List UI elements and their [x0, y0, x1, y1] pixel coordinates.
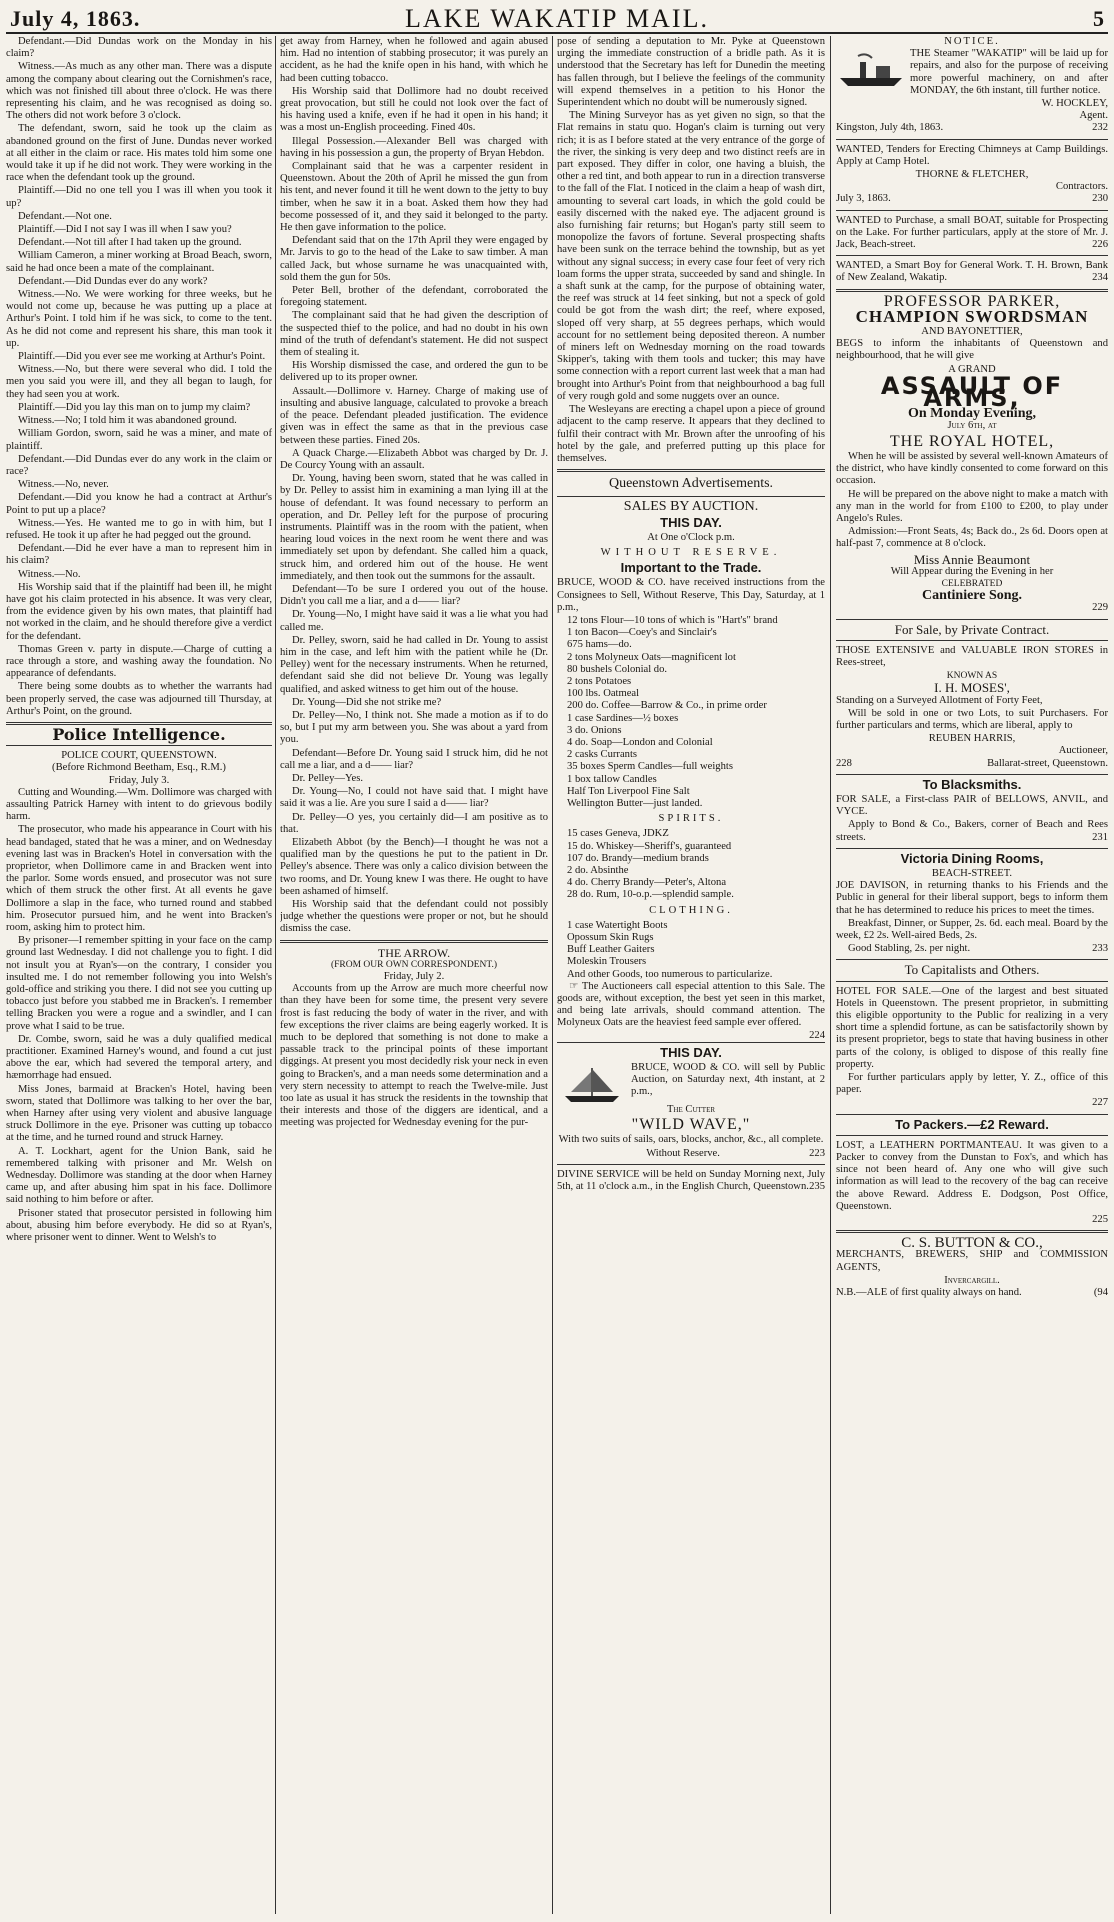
court-heading: POLICE COURT, QUEENSTOWN. [61, 750, 217, 762]
court-date: Friday, July 3. [108, 774, 170, 786]
paragraph: The Wesleyans are erecting a chapel upon a piece of ground adjacent to the camp reserve. It appears that they declined to fulfil their contract with Mr. Brown after the unroofing of his hotel by the gale, and preferred putting up this place for themselves. [557, 404, 825, 464]
wanted-chimneys-footer [836, 193, 1108, 205]
wild-wave-description: With two suits of sails, oars, blocks, anchor, &c., all complete. [558, 1134, 824, 1146]
list-item: Wellington Butter—just landed. [567, 797, 703, 809]
victoria-text: JOE DAVISON, in returning thanks to his Friends and the Public in general for their liberal support, begs to inform them that he has determined to reduce his prices to meet the times. [836, 880, 1108, 916]
capitalists-apply: For further particulars apply by letter, Y. Z., office of this paper. [836, 1072, 1108, 1096]
wanted-boat-text: WANTED to Purchase, a small BOAT, suitable for Prospecting on the Lake. For further particulars, apply at the store of Mr. J. Jack, Beach-street. [836, 214, 1108, 251]
auctioneer-name: REUBEN HARRIS, [928, 733, 1016, 745]
ad-number: 232 [1092, 122, 1108, 134]
iron-stores: THOSE EXTENSIVE and VALUABLE IRON STORES in Rees-street, [836, 644, 1108, 668]
paragraph: Dr. Young, having been sworn, stated that he was called in by Dr. Pelley to assist him in examining a man lying ill at the house of defendant. It was found necessary to perform an operation, and Dr. Pelley left for the purpose of procuring instruments. Plaintiff was in the room with the patient, when hearing loud voices in the next room he went there and was immediately set upon by defendant. She called him a quack, struck him, and ordered him out of the house. He went immediately, and then took out the summons for the assault. [280, 473, 548, 582]
divider [836, 959, 1108, 960]
wanted-boy [836, 260, 1108, 284]
paragraph: Cutting and Wounding.—Wm. Dollimore was charged with assaulting Patrick Harney with intent to do grievous bodily harm. [6, 786, 272, 823]
divider [836, 1135, 1108, 1136]
paragraph: Witness.—As much as any other man. There was a dispute among the company about clearing out the Cornishmen's race, which was not finished till about three o'clock. He was there representing his claim, and he was recognised as doing so. The others did not work before 3 o'clock. [6, 61, 272, 122]
court-report-continued [6, 36, 272, 718]
list-item: 107 do. Brandy—medium brands [567, 852, 709, 864]
court-subheading: (Before Richmond Beetham, Esq., R.M.) [52, 762, 226, 774]
paragraph: Defendant—To be sure I ordered you out of the house. Didn't you call me a liar, and a d—— liar? [280, 583, 548, 608]
without-reserve-text: Without Reserve. [646, 1147, 720, 1159]
moses-name: I. H. MOSES', [934, 680, 1010, 696]
paragraph: Peter Bell, brother of the defendant, corroborated the foregoing statement. [280, 285, 548, 309]
performer-name: Miss Annie Beaumont [913, 551, 1031, 567]
celebrated-label: CELEBRATED [941, 578, 1003, 589]
list-item: 15 do. Whiskey—Sheriff's, guaranteed [567, 840, 732, 852]
paragraph: Plaintiff.—Did you ever see me working at Arthur's Point. [18, 351, 266, 363]
divider [836, 255, 1108, 256]
cantiniere-song: Cantiniere Song. [921, 588, 1023, 604]
auctioneer-address: Ballarat-street, Queenstown. [987, 757, 1108, 769]
spirits-heading: SPIRITS. [658, 813, 724, 825]
paragraph: Witness.—No. We were working for three weeks, but he would not come up, because he was putting up a place at Arthur's Point. I told him if he was sick, to come to the tent. As he did not come and represent his share, this man took it up. [6, 289, 272, 349]
list-item: 200 do. Coffee—Barrow & Co., in prime order [567, 700, 767, 712]
list-item: 2 tons Molyneux Oats—magnificent lot [567, 651, 736, 663]
allotment-text: Standing on a Surveyed Allotment of Forty Feet, [836, 694, 1043, 706]
packers-heading: To Packers.—£2 Reward. [895, 1116, 1049, 1132]
wild-wave-name: "WILD WAVE," [631, 1116, 751, 1134]
paragraph: William Gordon, sworn, said he was a miner, and mate of plaintiff. [6, 428, 272, 452]
ad-number: 231 [1092, 831, 1108, 843]
column-2 [280, 36, 548, 1914]
wanted-date: July 3, 1863. [836, 193, 891, 205]
paragraph: Plaintiff.—Did I not say I was ill when I saw you? [18, 224, 232, 236]
paragraph: A. T. Lockhart, agent for the Union Bank, said he remembered talking with prisoner and Mr. Welsh on Wednesday. Dollimore was standing at the door when Harney came up, and after abusing him spat in his face. Dollimore said nothing to him before or after. [6, 1145, 272, 1206]
blacksmiths-heading: To Blacksmiths. [922, 776, 1022, 792]
capitalists-heading: To Capitalists and Others. [904, 962, 1040, 978]
sales-heading: SALES BY AUCTION. [623, 499, 759, 515]
for-sale-footer [836, 758, 1108, 770]
known-as: KNOWN AS [946, 671, 998, 682]
list-item: 2 do. Absinthe [567, 865, 629, 876]
paragraph: A Quack Charge.—Elizabeth Abbot was charged by Dr. J. De Courcy Young with an assault. [280, 447, 548, 471]
auctioneer-role: Auctioneer, [1058, 745, 1108, 757]
page-number: 5 [1093, 6, 1104, 31]
list-item: 15 cases Geneva, JDKZ [567, 828, 669, 840]
wanted-chimneys: WANTED, Tenders for Erecting Chimneys at Camp Buildings. Apply at Camp Hotel. [836, 143, 1108, 167]
paragraph: Accounts from up the Arrow are much more cheerful now than they have been for some time, the present very severe frost is fast reducing the body of water in the river, and with few exceptions the river claims are being eagerly worked. It is much to be deplored that something is not done to make a passable track to the principal points of these important diggings. At present you most decidedly risk your neck in even going to Bracken's, and a man needs some determination and a very stern necessity to attempt to reach the Twelve-mile. Just too late as usual it has struck the residents in the township that their interests and those of the diggers are identical, and a meeting was projected for Wednesday evening for the pur- [280, 983, 548, 1129]
clothing-list [557, 920, 825, 981]
steamer-icon [836, 50, 906, 90]
ad-number: 230 [1092, 193, 1108, 205]
paragraph: His Worship dismissed the case, and ordered the gun to be delivered up to its proper owner. [280, 360, 548, 384]
ad-number: 235 [809, 1181, 825, 1193]
list-item: 4 do. Cherry Brandy—Peter's, Altona [567, 877, 727, 889]
divine-service [557, 1169, 825, 1193]
auction-intro: BRUCE, WOOD & CO. have received instructions from the Consignees to Sell, Without Reserve, This Day, Saturday, at 1 p.m., [557, 577, 825, 613]
divider [836, 139, 1108, 140]
victoria-heading: Victoria Dining Rooms, [900, 850, 1044, 866]
column-rule [275, 36, 276, 1914]
divider [836, 1230, 1108, 1233]
paragraph: His Worship said that the defendant could not possibly judge whether the questions were proper or not, but he should dismiss the case. [280, 899, 548, 935]
column-rule [830, 36, 831, 1914]
professor-intro: BEGS to inform the inhabitants of Queenstown and neighbourhood, that he will give [836, 338, 1108, 362]
paragraph: Defendant said that on the 17th April they were engaged by Mr. Jarvis to go to the head of the Lake to saw timber. A man called Jack, but whose surname he was unacquainted with, sold them the gun for 50s. [280, 235, 548, 283]
wanted-boy-text: WANTED, a Smart Boy for General Work. T. H. Brown, Bank of New Zealand, Wakatip. [836, 260, 1108, 284]
police-intelligence-heading: Police Intelligence. [52, 724, 226, 744]
steamer-notice: THE Steamer "WAKATIP" will be laid up for repairs, and also for the purpose of receiving more powerful machinery, on and after MONDAY, the 6th instant, till further notice. [910, 48, 1108, 96]
packers-text: LOST, a LEATHERN PORTMANTEAU. It was given to a Packer to convey from the Dunstan to Fox's, and which has since not been heard of. Any one who will give such information as will lead to the recovery of the bag can receive the above Reward. Address E. Dodgson, Post Office, Queenstown. [836, 1139, 1108, 1212]
list-item: 35 boxes Sperm Candles—full weights [567, 761, 733, 773]
paragraph: Defendant—Before Dr. Young said I struck him, did he not call me a liar, and a d—— liar? [280, 747, 548, 771]
paragraph: His Worship said that Dollimore had no doubt received great provocation, but still he could not look over the fact of his having used a knife, even if he had it open in his hand; it was a most un-English proceeding. Fined 40s. [280, 85, 548, 134]
queenstown-ads-heading: Queenstown Advertisements. [608, 476, 774, 492]
paragraph: The complainant said that he had given the description of the suspected thief to the police, and had no doubt in his own mind of the truth of defendant's statement. He did not suspect them of stealing it. [280, 310, 548, 359]
divine-service-text: DIVINE SERVICE will be held on Sunday Morning next, July 5th, at 11 o'clock a.m., in the English Church, Queenstown. [557, 1168, 825, 1193]
paragraph: Dr. Combe, sworn, said he was a duly qualified medical practitioner. Examined Harney's wound, and found a cut just above the ear, which had severed the temporal artery, and hæmorrhage had ensued. [6, 1033, 272, 1082]
divider [836, 981, 1108, 982]
list-item: 2 tons Potatoes [567, 675, 632, 687]
ad-number: 229 [1092, 602, 1108, 614]
a-grand: A GRAND [948, 363, 996, 375]
list-item: Moleskin Trousers [567, 956, 647, 968]
paragraph: The prosecutor, who made his appearance in Court with his head bandaged, stated that he was a miner, and on Wednesday evening last was in Bracken's Hotel in conversation with the proprietor, when Dollimore came in and Bracken went into the parlor. Some words ensued, and prosecutor was not sure which of them struck the other first. At all events he gave Dollimore a slap in the face, who turned round and stabbed him. Prosecutor pursued him, and he went into Bracken's room, asking him to protect him. [6, 824, 272, 934]
button-nb-text: N.B.—ALE of first quality always on hand. [836, 1287, 1022, 1299]
paragraph: Defendant.—Did Dundas ever do any work? [18, 275, 208, 287]
paragraph: Witness.—No, never. [18, 479, 109, 491]
list-item: Buff Leather Gaiters [567, 944, 655, 956]
masthead [6, 4, 1108, 34]
contractor-role: Contractors. [1055, 181, 1108, 193]
paragraph: The defendant, sworn, said he took up the claim as abandoned ground on the first of June. Dundas never worked at all either in the claim or race. His mates told him some one would take it up if he did not work. They were working in the race when the defendant took up the ground. [6, 123, 272, 184]
ad-number: (94 [1093, 1287, 1108, 1299]
sale-time: At One o'Clock p.m. [647, 531, 735, 543]
list-item: 12 tons Flour—10 tons of which is "Hart's" brand [567, 614, 778, 626]
paragraph: Dr. Young—No, I could not have said that. I might have said it was a lie. Are you sure I said a d—— liar? [280, 786, 548, 810]
list-item: 1 case Sardines—½ boxes [567, 712, 679, 724]
victoria-prices: Breakfast, Dinner, or Supper, 2s. 6d. each meal. Board by the week, £2 2s. Well-aired Beds, 2s. [836, 917, 1108, 941]
blacksmiths-apply-text: Apply to Bond & Co., Bakers, corner of Beach and Rees streets. [836, 819, 1108, 843]
masthead-date: July 4, 1863. [10, 6, 141, 31]
list-item: And other Goods, too numerous to particularize. [567, 968, 773, 980]
arrow-subheading: (FROM OUR OWN CORRESPONDENT.) [330, 959, 498, 970]
divider [836, 848, 1108, 849]
paragraph: William Cameron, a miner working at Broad Beach, sworn, said he had once been a mate of the complainant. [6, 250, 272, 274]
prepared-text: He will be prepared on the above night to make a match with any man in the world for from £100 to £200, to play under Angelo's Rules. [836, 488, 1108, 524]
divider [836, 289, 1108, 292]
assisted-text: When he will be assisted by several well-known Amateurs of the district, who have kindly consented to come forward on this occasion. [836, 450, 1108, 487]
button-place: Invercargill. [944, 1274, 1000, 1286]
divider [280, 940, 548, 943]
divider [836, 1114, 1108, 1115]
steamer-agent: Agent. [1079, 110, 1108, 122]
paragraph: There being some doubts as to whether the warrants had been properly served, the case was adjourned till Thursday, at Arthur's Point, on the ground. [6, 681, 272, 717]
divider [557, 496, 825, 497]
list-item: 100 lbs. Oatmeal [567, 688, 640, 700]
list-item: 2 casks Currants [567, 749, 638, 761]
list-item: 80 bushels Colonial do. [567, 663, 668, 675]
contractor-name: THORNE & FLETCHER, [915, 169, 1029, 181]
ad-number: 233 [1092, 943, 1108, 955]
auctioneers-note-text: The Auctioneers call especial attention to this Sale. The goods are, without exception, the best yet seen in this market, and being late arrivals, should command attention. The Molyneux Oats are the heaviest feed sample ever offered. [557, 980, 825, 1029]
paragraph: Prisoner stated that prosecutor persisted in following him about, abusing him before everybody. He did so at Ryan's, where prisoner went to dinner. Went to Welsh's to [6, 1207, 272, 1244]
without-reserve-2 [557, 1148, 825, 1160]
victoria-stabling-text: Good Stabling, 2s. per night. [848, 943, 971, 955]
paragraph: Dr. Pelley—O yes, you certainly did—I am positive as to that. [280, 811, 548, 835]
champion-swordsman: CHAMPION SWORDSMAN [855, 306, 1089, 326]
event-date: July 6th, at [947, 420, 997, 432]
button-text: MERCHANTS, BREWERS, SHIP and COMMISSION AGENTS, [836, 1249, 1108, 1273]
list-item: 1 box tallow Candles [567, 773, 657, 785]
paragraph: Miss Jones, barmaid at Bracken's Hotel, having been sworn, stated that Dollimore was talking to her over the bar, when Harney after using very violent and abusive language struck Dollimore in the eye. Prisoner was cutting up tobacco at the time, and he turned round and struck Harney. [6, 1083, 272, 1144]
notice-heading: NOTICE. [944, 36, 1000, 47]
column-4 [836, 36, 1108, 1914]
list-item: 28 do. Rum, 10-o.p.—splendid sample. [567, 889, 734, 901]
blacksmiths-apply [836, 819, 1108, 843]
paragraph: Defendant.—Not one. [18, 210, 112, 222]
paragraph: Thomas Green v. party in dispute.—Charge of cutting a race through a store, and washing away the foundation. No appearance of defendants. [6, 643, 272, 680]
assault-of-arms: ASSAULT OF ARMS, [880, 371, 1064, 413]
sale-terms: Will be sold in one or two Lots, to suit Purchasers. For further particulars and terms, which are liberal, apply to [836, 707, 1108, 731]
sailing-ship-icon [557, 1064, 627, 1104]
paragraph: Dr. Pelley—No, I think not. She made a motion as if to do so, but I put my arm between you. She was about a yard from you. [280, 709, 548, 746]
paragraph: Dr. Young—No, I might have said it was a lie what you had called me. [280, 609, 548, 633]
ad-number: 225 [1092, 1214, 1108, 1226]
arrow-heading: THE ARROW. [377, 945, 451, 960]
paragraph: The Mining Surveyor has as yet given no sign, so that the Flat remains in statu quo. Hogan's claim is turning out very rich; it is as I before stated at the very entrance of the gorge of the river, the sinking is very deep and two distinct reefs are in part exposed. They differ in color, one having a bluish, the other a red tint, and both appear to run in a direction transverse to the fall of the Flat. I noticed in the claim a heap of wash dirt, amounting to several cart loads, in which the gold could be easily discerned with the naked eye. The adjacent ground is also furnishing fair returns; but Hogan's party still seem to monopolize the favors of fortune. Several prospecting shafts have been sunk on the terrace behind the township, but as yet without any signal success; in every case four feet of very rich loam forms the upper strata, succeeded by sand and shingle. In a shaft sunk at the camp, for the purpose of obtaining water, the reef was struck at 14 feet sinking, but not a speck of gold could be got from the wash dirt; the reef, where exposed, sloped off very sharp, at 55 degrees perhaps, which would account for no settlement being deposited thereon. A number of miners left on Wednesday morning on the road towards Skipper's, taking with them tools and tucker; this may have some connection with a report current last week that a man had brought into Arthur's Point from that neighbourhood a bag full of very rough gold and some nuggets over an ounce. [557, 110, 825, 402]
divider [836, 640, 1108, 641]
divider [557, 1042, 825, 1043]
steamer-footer [836, 122, 1108, 134]
paragraph: Dr. Young—Did she not strike me? [292, 696, 442, 708]
button-nb [836, 1287, 1108, 1299]
bayonettier: AND BAYONETTIER, [921, 326, 1023, 338]
divider [836, 210, 1108, 211]
ad-number: 224 [809, 1029, 825, 1041]
steamer-date: Kingston, July 4th, 1863. [836, 122, 944, 134]
paragraph: His Worship said that if the plaintiff had been ill, he might have got his claim protected in his absence. It was very clear, from the evidence given by his own mates, that plaintiff had not worked in the claim, and he should therefore give a verdict for the defendant. [6, 581, 272, 642]
paragraph: Assault.—Dollimore v. Harney. Charge of making use of insulting and abusive language, calculated to provoke a breach of the peace. Defendant pleaded justification. The evidence given was in effect the same as that in the previous case between these parties. Fined 20s. [280, 385, 548, 446]
paragraph: By prisoner—I remember spitting in your face on the camp ground last Wednesday. I did not challenge you to fight. I did not insult you at Ryan's—on the contrary, I consider you insulted me. I do not remember following you into Welsh's gold-office and striking you there. I did not see you cutting up tobacco just before you stabbed me in Bracken's. I remember telling Bracken you were a rogue and a swindler, and I can prove what I said to be true. [6, 935, 272, 1032]
paragraph: get away from Harney, when he followed and again abused him. Had no intention of stabbing prosecutor; it was purely an accident, as he had the knife open in his hand, with which he had been cutting tobacco. [280, 36, 548, 84]
this-day-heading: THIS DAY. [660, 514, 722, 530]
paragraph: Illegal Possession.—Alexander Bell was charged with having in his possession a gun, the property of Bryan Hebdon. [280, 135, 548, 159]
list-item: 675 hams—do. [567, 639, 632, 651]
masthead-title: LAKE WAKATIP MAIL. [405, 4, 709, 33]
paragraph: Defendant.—Not till after I had taken up the ground. [18, 237, 242, 249]
wanted-boat [836, 215, 1108, 252]
victoria-stabling [836, 943, 1108, 955]
list-item: 3 do. Onions [567, 724, 622, 736]
column-1 [6, 36, 272, 1914]
list-item: 1 ton Bacon—Coey's and Sinclair's [567, 627, 717, 639]
steamer-signature: W. HOCKLEY, [1041, 98, 1108, 110]
paragraph: Dr. Pelley, sworn, said he had called in Dr. Young to assist him in the case, and left him with the patient while he (Dr. Pelley) went for the necessary instruments. When he returned, defendant said she did not believe Dr. Young was legally qualified, and asked witness to get him out of the house. [280, 634, 548, 695]
clothing-heading: CLOTHING. [649, 904, 733, 916]
admission-text: Admission:—Front Seats, 4s; Back do., 2s 6d. Doors open at half-past 7, commence at 8 o'clock. [836, 526, 1108, 550]
paragraph: pose of sending a deputation to Mr. Pyke at Queenstown urging the immediate construction of a bridle path. As it is understood that the Secretary has left for Dunedin the meeting has fallen through, but I believe the feelings of the community will expend themselves in a petition to his Honor the Superintendent which no doubt will be numerously signed. [557, 36, 825, 109]
professor-name: PROFESSOR PARKER, [883, 292, 1061, 310]
cutter-label: The Cutter [666, 1104, 716, 1116]
list-item: 1 case Watertight Boots [567, 919, 668, 931]
monday-evening: On Monday Evening, [908, 406, 1036, 422]
paragraph: Plaintiff.—Did no one tell you I was ill when you took it up? [6, 185, 272, 209]
divider [6, 745, 272, 746]
ad-number: 234 [1092, 272, 1108, 284]
pointing-hand-icon: ☞ [569, 980, 582, 992]
arrow-date: Friday, July 2. [383, 971, 445, 983]
paragraph: Defendant.—Did he ever have a man to represent him in his claim? [6, 543, 272, 567]
paragraph: Defendant.—Did Dundas ever do any work in the claim or race? [6, 453, 272, 477]
for-sale-heading: For Sale, by Private Contract. [894, 621, 1050, 637]
divider [836, 774, 1108, 775]
paragraph: Defendant.—Did Dundas work on the Monday in his claim? [6, 36, 272, 60]
ad-number: 228 [836, 757, 852, 769]
this-day-heading-2: THIS DAY. [660, 1044, 722, 1060]
spirits-list [557, 828, 825, 901]
paragraph: Witness.—No; I told him it was abandoned ground. [18, 415, 237, 427]
divider [557, 469, 825, 472]
auctioneers-note [557, 980, 825, 1041]
divider [836, 619, 1108, 620]
paragraph: Defendant.—Did you know he had a contract at Arthur's Point to put up a place? [6, 492, 272, 516]
royal-hotel: THE ROYAL HOTEL, [889, 432, 1055, 450]
important-trade: Important to the Trade. [620, 560, 762, 576]
button-heading: C. S. BUTTON & CO., [901, 1235, 1043, 1252]
column-rule [552, 36, 553, 1914]
goods-list [557, 615, 825, 810]
paragraph: Dr. Pelley—Yes. [292, 772, 364, 784]
paragraph: Plaintiff.—Did you lay this man on to jump my claim? [18, 401, 251, 413]
blacksmiths-text: FOR SALE, a First-class PAIR of BELLOWS, ANVIL, and VYCE. [836, 793, 1108, 818]
ad-number: 223 [809, 1147, 825, 1159]
list-item: 4 do. Soap—London and Colonial [567, 736, 713, 748]
capitalists-text: HOTEL FOR SALE.—One of the largest and best situated Hotels in Queenstown. The present proprietor, in submitting this eligible opportunity to the Public for realizing in a very short time a splendid fortune, as can be satisfactorily shown by its present proprietor, begs to state that having business in other parts of the colony, is obliged to dispose of this really fine property. [836, 985, 1108, 1070]
without-reserve: WITHOUT RESERVE. [600, 546, 782, 558]
wild-wave-intro: BRUCE, WOOD & CO. will sell by Public Auction, on Saturday next, 4th instant, at 2 p.m., [631, 1062, 825, 1098]
list-item: Opossum Skin Rugs [567, 932, 654, 944]
column-3 [557, 36, 825, 1914]
ad-number: 227 [1092, 1097, 1108, 1109]
victoria-subheading: BEACH-STREET. [931, 867, 1013, 879]
appear-text: Will Appear during the Evening in her [890, 565, 1054, 577]
paragraph: Complainant said that he was a carpenter resident in Queenstown. About the 20th of April he missed the gun from his tent, and never found it till he went down to the jetty to buy timber, when he saw it in a boat. Asked them how they had become possessed of it, and they said it belonged to the party. He then gave information to the police. [280, 161, 548, 234]
paragraph: Witness.—No. [18, 568, 81, 580]
paragraph: Elizabeth Abbot (by the Bench)—I thought he was not a qualified man by the questions he put to the patient in Dr. Pelley's absence. There was only a calico division between the two rooms, and Dr. Young knew I was there. He ought to have been ashamed of himself. [280, 837, 548, 897]
paragraph: Witness.—No, but there were several who did. I told the men you said you were ill, and they all began to laugh, for they had seen you at work. [6, 364, 272, 400]
divider [557, 1164, 825, 1165]
list-item: Half Ton Liverpool Fine Salt [567, 785, 690, 797]
paragraph: Witness.—Yes. He wanted me to go in with him, but I refused. He took it up after he had pegged out the ground. [6, 517, 272, 541]
ad-number: 226 [1092, 239, 1108, 251]
